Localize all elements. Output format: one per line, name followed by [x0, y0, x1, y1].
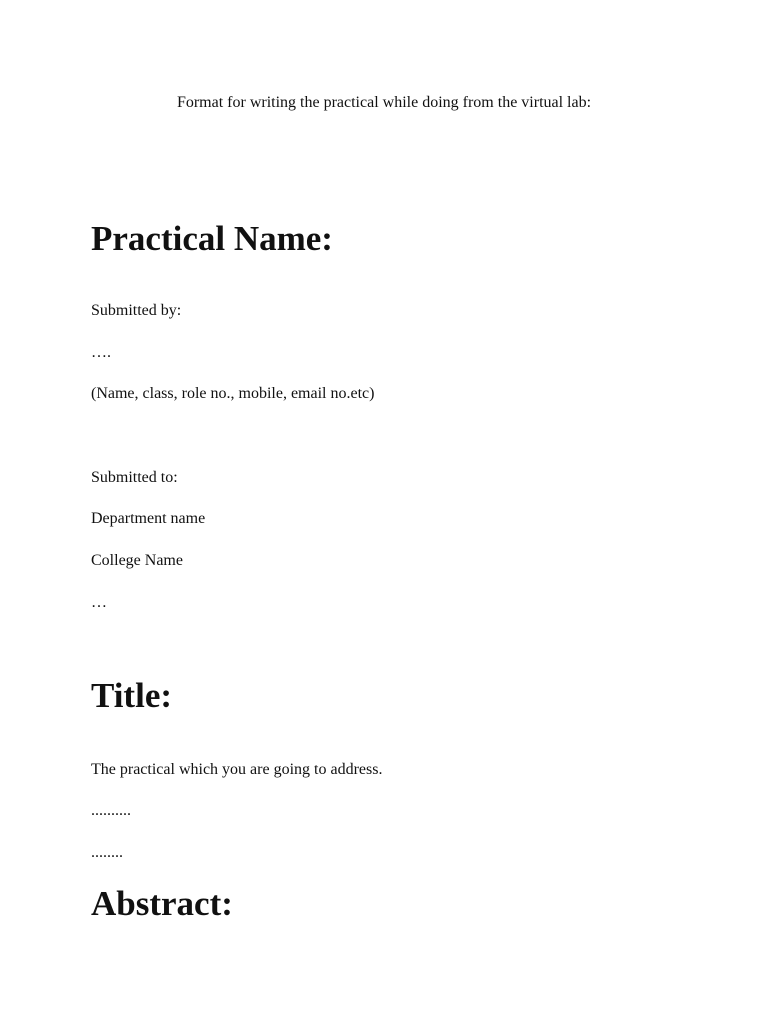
- title-placeholder-2: ........: [91, 844, 123, 861]
- submitted-to-placeholder: …: [91, 594, 107, 611]
- abstract-heading: Abstract:: [91, 884, 233, 923]
- department-name-line: Department name: [91, 510, 206, 527]
- practical-name-heading: Practical Name:: [91, 219, 333, 258]
- title-heading: Title:: [91, 676, 173, 715]
- submitted-to-label: Submitted to:: [91, 469, 178, 486]
- intro-line: Format for writing the practical while doing from the virtual lab:: [176, 94, 592, 111]
- title-description: The practical which you are going to address.: [91, 761, 383, 778]
- college-name-line: College Name: [91, 552, 183, 569]
- submitted-by-label: Submitted by:: [91, 302, 182, 319]
- submitted-by-placeholder: ….: [91, 344, 111, 361]
- submitted-by-details-hint: (Name, class, role no., mobile, email no.etc): [91, 385, 375, 402]
- title-placeholder-1: ..........: [91, 802, 131, 819]
